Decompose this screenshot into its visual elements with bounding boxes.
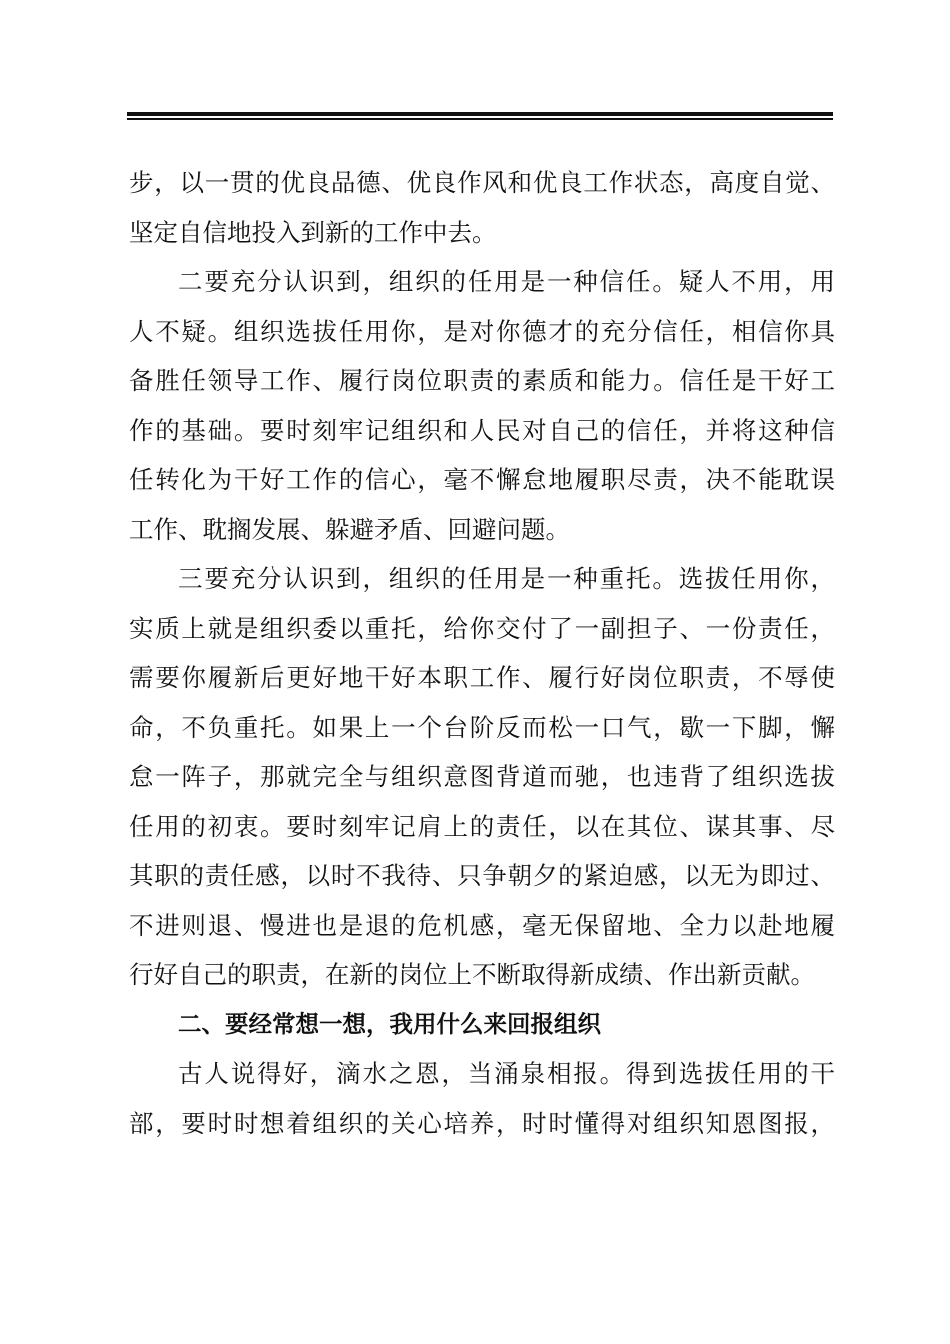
text-line: 实质上就是组织委以重托，给你交付了一副担子、一份责任， (129, 613, 835, 643)
section-heading: 二、要经常想一想，我用什么来回报组织 (178, 1009, 601, 1038)
text-line: 需要你履新后更好地干好本职工作、履行好岗位职责，不辱使 (129, 663, 835, 692)
text-line: 作的基础。要时刻牢记组织和人民对自己的信任，并将这种信 (129, 415, 835, 445)
text-line: 人不疑。组织选拔任用你，是对你德才的充分信任，相信你具 (129, 316, 835, 346)
text-line: 古人说得好，滴水之恩，当涌泉相报。得到选拔任用的干 (178, 1059, 835, 1088)
text-line: 工作、耽搁发展、躲避矛盾、回避问题。 (129, 514, 570, 544)
header-rule-thin (127, 118, 833, 120)
text-line: 二要充分认识到，组织的任用是一种信任。疑人不用，用 (178, 267, 835, 296)
text-line: 怠一阵子，那就完全与组织意图背道而驰，也违背了组织选拔 (129, 762, 835, 791)
text-line: 备胜任领导工作、履行岗位职责的素质和能力。信任是干好工 (129, 366, 835, 395)
text-line: 步，以一贯的优良品德、优良作风和优良工作状态，高度自觉、 (129, 168, 835, 197)
header-rule-thick (127, 112, 833, 116)
text-line: 不进则退、慢进也是退的危机感，毫无保留地、全力以赴地履 (129, 910, 835, 940)
text-line: 任用的初衷。要时刻牢记肩上的责任，以在其位、谋其事、尽 (129, 811, 835, 841)
text-line: 三要充分认识到，组织的任用是一种重托。选拔任用你， (178, 564, 835, 593)
document-body (129, 158, 835, 1148)
text-line: 任转化为干好工作的信心，毫不懈怠地履职尽责，决不能耽误 (129, 465, 835, 494)
text-line: 部，要时时想着组织的关心培养，时时懂得对组织知恩图报， (129, 1108, 835, 1138)
text-line: 其职的责任感，以时不我待、只争朝夕的紧迫感，以无为即过、 (129, 861, 835, 890)
text-line: 行好自己的职责，在新的岗位上不断取得新成绩、作出新贡献。 (129, 960, 815, 989)
text-line: 坚定自信地投入到新的工作中去。 (129, 217, 497, 247)
text-line: 命，不负重托。如果上一个台阶反而松一口气，歇一下脚，懈 (129, 712, 835, 742)
